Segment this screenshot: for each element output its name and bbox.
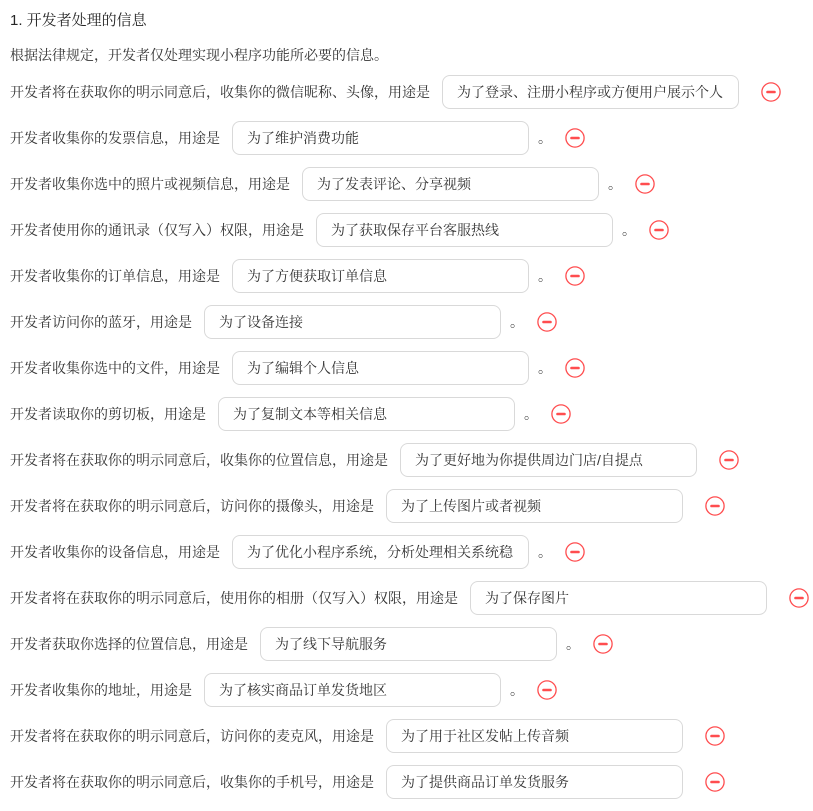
permission-row — [10, 627, 803, 661]
permission-row — [10, 213, 803, 247]
remove-button[interactable] — [705, 726, 725, 746]
permission-label: 开发者读取你的剪切板，用途是 — [10, 406, 206, 422]
minus-circle-icon — [537, 680, 557, 700]
permission-label: 开发者将在获取你的明示同意后，访问你的麦克风，用途是 — [10, 728, 374, 744]
purpose-input[interactable] — [232, 121, 529, 155]
permission-row — [10, 719, 803, 753]
minus-circle-icon — [649, 220, 669, 240]
minus-circle-icon — [705, 496, 725, 516]
permission-row — [10, 581, 803, 615]
purpose-input[interactable] — [302, 167, 599, 201]
minus-circle-icon — [537, 312, 557, 332]
permission-row — [10, 259, 803, 293]
remove-button[interactable] — [705, 772, 725, 792]
minus-circle-icon — [565, 542, 585, 562]
purpose-input[interactable] — [204, 305, 501, 339]
minus-circle-icon — [551, 404, 571, 424]
permission-row — [10, 673, 803, 707]
permission-label: 开发者将在获取你的明示同意后，收集你的位置信息，用途是 — [10, 452, 388, 468]
purpose-input[interactable] — [260, 627, 557, 661]
remove-button[interactable] — [789, 588, 809, 608]
permission-row — [10, 75, 803, 109]
remove-button[interactable] — [537, 312, 557, 332]
period-text: 。 — [538, 360, 552, 376]
minus-circle-icon — [705, 726, 725, 746]
permission-label: 开发者收集你选中的文件，用途是 — [10, 360, 220, 376]
permission-row — [10, 443, 803, 477]
permission-label: 开发者将在获取你的明示同意后，收集你的手机号，用途是 — [10, 774, 374, 790]
minus-circle-icon — [593, 634, 613, 654]
minus-circle-icon — [565, 128, 585, 148]
permission-label: 开发者访问你的蓝牙，用途是 — [10, 314, 192, 330]
period-text: 。 — [524, 406, 538, 422]
purpose-input[interactable] — [218, 397, 515, 431]
period-text: 。 — [622, 222, 636, 238]
permission-row — [10, 489, 803, 523]
remove-button[interactable] — [593, 634, 613, 654]
remove-button[interactable] — [551, 404, 571, 424]
minus-circle-icon — [635, 174, 655, 194]
remove-button[interactable] — [565, 266, 585, 286]
remove-button[interactable] — [761, 82, 781, 102]
permission-label: 开发者收集你的发票信息，用途是 — [10, 130, 220, 146]
remove-button[interactable] — [565, 128, 585, 148]
permission-label: 开发者将在获取你的明示同意后，收集你的微信昵称、头像，用途是 — [10, 84, 430, 100]
permission-row — [10, 305, 803, 339]
permission-label: 开发者使用你的通讯录（仅写入）权限，用途是 — [10, 222, 304, 238]
remove-button[interactable] — [565, 358, 585, 378]
remove-button[interactable] — [705, 496, 725, 516]
permission-row — [10, 765, 803, 799]
purpose-input[interactable] — [386, 719, 683, 753]
period-text: 。 — [538, 268, 552, 284]
minus-circle-icon — [565, 266, 585, 286]
purpose-input[interactable] — [316, 213, 613, 247]
minus-circle-icon — [565, 358, 585, 378]
period-text: 。 — [538, 130, 552, 146]
purpose-input[interactable] — [400, 443, 697, 477]
permission-label: 开发者收集你的设备信息，用途是 — [10, 544, 220, 560]
permission-label: 开发者收集你选中的照片或视频信息，用途是 — [10, 176, 290, 192]
remove-button[interactable] — [537, 680, 557, 700]
minus-circle-icon — [761, 82, 781, 102]
minus-circle-icon — [719, 450, 739, 470]
purpose-input[interactable] — [232, 351, 529, 385]
permission-list — [10, 75, 803, 799]
permission-row — [10, 121, 803, 155]
permission-label: 开发者将在获取你的明示同意后，使用你的相册（仅写入）权限，用途是 — [10, 590, 458, 606]
remove-button[interactable] — [719, 450, 739, 470]
minus-circle-icon — [705, 772, 725, 792]
page-description: 根据法律规定，开发者仅处理实现小程序功能所必要的信息。 — [10, 47, 388, 63]
purpose-input[interactable] — [386, 765, 683, 799]
minus-circle-icon — [789, 588, 809, 608]
permission-row — [10, 167, 803, 201]
permission-label: 开发者将在获取你的明示同意后，访问你的摄像头，用途是 — [10, 498, 374, 514]
remove-button[interactable] — [649, 220, 669, 240]
permission-label: 开发者收集你的地址，用途是 — [10, 682, 192, 698]
purpose-input[interactable] — [204, 673, 501, 707]
period-text: 。 — [608, 176, 622, 192]
period-text: 。 — [538, 544, 552, 560]
period-text: 。 — [510, 682, 524, 698]
purpose-input[interactable] — [232, 535, 529, 569]
period-text: 。 — [510, 314, 524, 330]
remove-button[interactable] — [565, 542, 585, 562]
purpose-input[interactable] — [470, 581, 767, 615]
permission-row — [10, 397, 803, 431]
remove-button[interactable] — [635, 174, 655, 194]
permission-row — [10, 535, 803, 569]
purpose-input[interactable] — [386, 489, 683, 523]
permission-row — [10, 351, 803, 385]
page-title: 1. 开发者处理的信息 — [10, 12, 147, 29]
permission-label: 开发者收集你的订单信息，用途是 — [10, 268, 220, 284]
permission-label: 开发者获取你选择的位置信息，用途是 — [10, 636, 248, 652]
purpose-input[interactable] — [232, 259, 529, 293]
purpose-input[interactable] — [442, 75, 739, 109]
period-text: 。 — [566, 636, 580, 652]
